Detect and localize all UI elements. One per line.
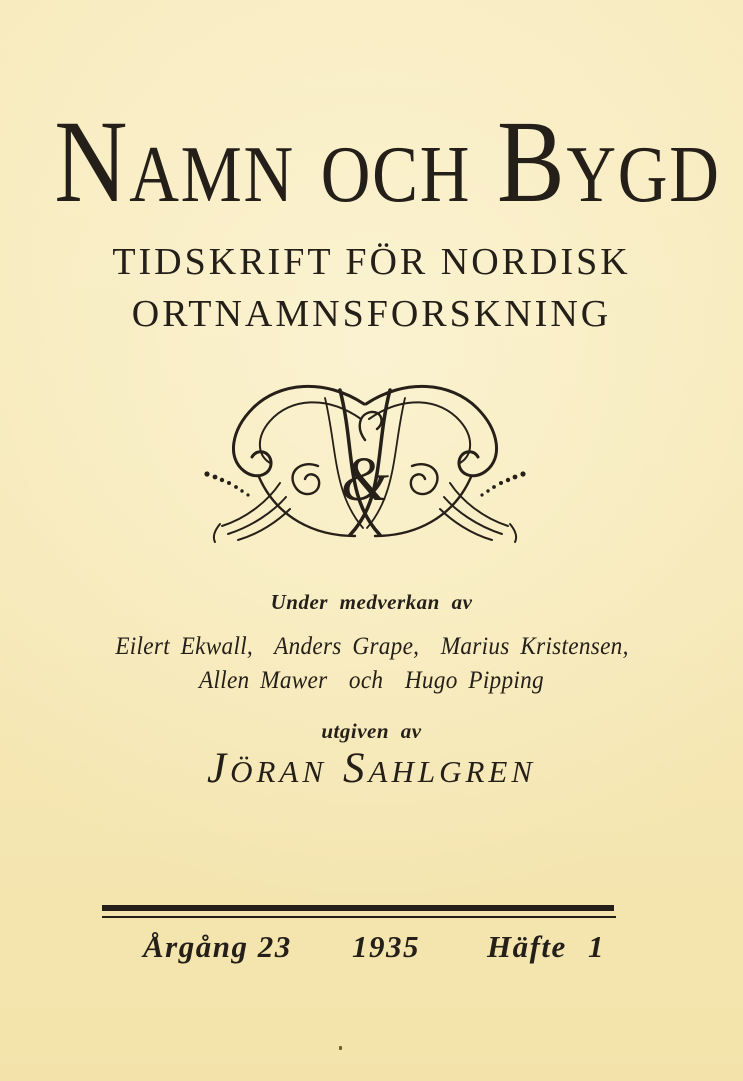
subtitle-line-1: TIDSKRIFT FÖR NORDISK <box>112 241 631 283</box>
horizontal-rule-thick <box>102 905 614 911</box>
paper-speck <box>339 1046 342 1050</box>
footer-year: 1935 <box>352 929 420 964</box>
contributors-line-2 <box>0 668 743 693</box>
title-word-bygd <box>496 96 721 227</box>
title-smallcaps: AMN <box>129 131 295 219</box>
title-word-och <box>320 131 472 219</box>
contributors-line-1 <box>0 634 743 659</box>
page-title <box>0 96 743 227</box>
title-smallcaps: YGD <box>566 131 721 219</box>
footer-issue: Häfte 1 <box>487 929 606 964</box>
monogram-ornament-icon <box>195 378 535 546</box>
title-initial: N <box>54 96 130 227</box>
title-word-namn <box>54 96 295 227</box>
title-initial: B <box>496 96 567 227</box>
editor-initial: S <box>343 745 369 792</box>
editor-smallcaps: ÖRAN <box>230 754 328 789</box>
contributors-heading: Under medverkan av <box>270 590 473 614</box>
editor-name <box>0 747 743 790</box>
editor-smallcaps: AHLGREN <box>368 754 537 789</box>
subtitle-line-2: ORTNAMNSFORSKNING <box>131 293 612 335</box>
title-smallcaps: OCH <box>320 131 472 219</box>
monogram-ampersand: & <box>340 446 390 514</box>
editor-first-name <box>206 745 328 792</box>
contributors-names: Allen Mawer och Hugo Pipping <box>199 667 544 694</box>
editor-initial: J <box>206 745 231 792</box>
horizontal-rule-thin <box>102 916 616 918</box>
editor-last-name <box>343 745 537 792</box>
publisher-heading: utgiven av <box>321 719 422 743</box>
footer-volume: Årgång 23 <box>143 929 292 964</box>
contributors-names: Eilert Ekwall, Anders Grape, Marius Kristensen, <box>114 633 629 660</box>
page-title-text <box>54 96 721 227</box>
